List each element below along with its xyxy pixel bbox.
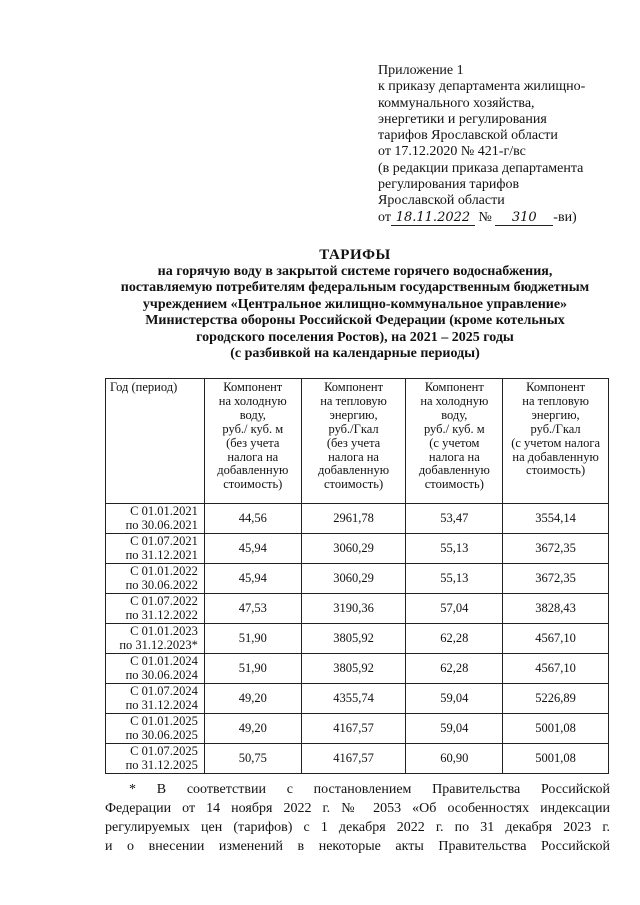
footnote-line: Федерации от 14 ноября 2022 г. № 2053 «Об особенностях индексации [105, 801, 610, 816]
period-from: С 01.07.2024 [130, 683, 198, 698]
amendment-prefix: от [378, 209, 391, 225]
table-row [106, 744, 609, 774]
value-cell: 3828,43 [503, 594, 609, 624]
appendix-line: регулирования тарифов [378, 177, 520, 193]
period-from: С 01.07.2021 [130, 533, 198, 548]
appendix-line: Ярославской области [378, 193, 505, 209]
value-cell: 45,94 [204, 564, 301, 594]
value-cell: 50,75 [204, 744, 301, 774]
period-to: по 31.12.2025 [125, 757, 198, 772]
value-cell: 44,56 [204, 504, 301, 534]
header-text-line: энергию, [531, 407, 580, 422]
appendix-line: Приложение 1 [378, 63, 464, 78]
tariff-table [105, 378, 609, 774]
header-text-line: (с учетом [429, 435, 480, 450]
period-to: по 31.12.2024 [125, 697, 198, 712]
table-row [106, 594, 609, 624]
column-header-component [301, 379, 406, 504]
period-to: по 31.12.2021 [125, 547, 198, 562]
value-cell: 3554,14 [503, 504, 609, 534]
title-line: (с разбивкой на календарные периоды) [230, 346, 480, 361]
header-text-line: руб./Гкал [530, 421, 581, 436]
header-text-line: на холодную [218, 393, 287, 408]
period-cell [106, 594, 205, 624]
appendix-line: энергетики и регулирования [378, 111, 547, 127]
footnote [105, 780, 610, 856]
header-text-line: воду, [441, 407, 468, 422]
value-cell: 3190,36 [301, 594, 406, 624]
table-header-row [106, 379, 609, 504]
table-body [106, 504, 609, 774]
value-cell: 5001,08 [503, 714, 609, 744]
value-cell: 55,13 [406, 534, 503, 564]
period-from: С 01.01.2024 [130, 653, 198, 668]
value-cell: 49,20 [204, 714, 301, 744]
header-text-line: добавленную [418, 463, 490, 478]
table-row [106, 504, 609, 534]
period-cell [106, 534, 205, 564]
value-cell: 59,04 [406, 714, 503, 744]
value-cell: 62,28 [406, 654, 503, 684]
period-cell [106, 504, 205, 534]
table-row [106, 684, 609, 714]
header-text-line: стоимость) [526, 463, 586, 478]
table-row [106, 534, 609, 564]
value-cell: 51,90 [204, 624, 301, 654]
header-text-line: на тепловую [522, 393, 589, 408]
header-text-line: стоимость) [223, 477, 283, 492]
value-cell: 4355,74 [301, 684, 406, 714]
period-from: С 01.01.2023 [130, 623, 198, 638]
header-text-line: Компонент [324, 380, 384, 394]
period-cell [106, 684, 205, 714]
value-cell: 49,20 [204, 684, 301, 714]
appendix-line: к приказу департамента жилищно- [378, 79, 586, 95]
column-header-component [503, 379, 609, 504]
value-cell: 57,04 [406, 594, 503, 624]
value-cell: 3060,29 [301, 564, 406, 594]
period-cell [106, 744, 205, 774]
value-cell: 4567,10 [503, 624, 609, 654]
header-text-line: Компонент [223, 380, 283, 394]
period-to: по 31.12.2023* [119, 637, 198, 652]
title-line: учреждением «Центральное жилищно-коммунальное управление» [142, 296, 568, 312]
column-header-component [406, 379, 503, 504]
value-cell: 60,90 [406, 744, 503, 774]
value-cell: 53,47 [406, 504, 503, 534]
period-to: по 30.06.2025 [125, 727, 198, 742]
header-text-line: стоимость) [424, 477, 484, 492]
header-text-line: Год (период) [110, 380, 178, 394]
header-text-line: (без учета [226, 435, 280, 450]
header-text-line: налога на [328, 449, 379, 464]
appendix-line: коммунального хозяйства, [378, 95, 535, 111]
table-row [106, 624, 609, 654]
amendment-suffix: -ви) [553, 209, 577, 225]
value-cell: 3805,92 [301, 654, 406, 684]
footnote-line: регулируемых цен (тарифов) с 1 декабря 2022 г. по 31 декабря 2023 г. [105, 820, 610, 835]
period-from: С 01.01.2021 [130, 503, 198, 518]
title-line: на горячую воду в закрытой системе горячего водоснабжения, [157, 263, 553, 279]
period-to: по 30.06.2022 [125, 577, 198, 592]
appendix-line: (в редакции приказа департамента [378, 160, 584, 176]
header-text-line: добавленную [217, 463, 289, 478]
period-from: С 01.07.2022 [130, 593, 198, 608]
header-text-line: добавленную [318, 463, 390, 478]
header-text-line: на холодную [420, 393, 489, 408]
amendment-line [378, 210, 628, 226]
value-cell: 3060,29 [301, 534, 406, 564]
header-text-line: Компонент [424, 380, 484, 394]
table-row [106, 714, 609, 744]
value-cell: 2961,78 [301, 504, 406, 534]
header-text-line: руб./ куб. м [423, 421, 485, 436]
column-header-component [204, 379, 301, 504]
period-cell [106, 714, 205, 744]
period-to: по 31.12.2022 [125, 607, 198, 622]
header-text-line: на тепловую [320, 393, 387, 408]
value-cell: 47,53 [204, 594, 301, 624]
value-cell: 55,13 [406, 564, 503, 594]
value-cell: 5001,08 [503, 744, 609, 774]
period-from: С 01.07.2025 [130, 743, 198, 758]
table-row [106, 654, 609, 684]
value-cell: 45,94 [204, 534, 301, 564]
period-cell [106, 624, 205, 654]
header-text-line: налога на [428, 449, 480, 464]
header-text-line: (без учета [326, 435, 381, 450]
value-cell: 5226,89 [503, 684, 609, 714]
appendix-reference [378, 63, 628, 226]
table-row [106, 564, 609, 594]
header-text-line: руб./Гкал [328, 421, 379, 436]
appendix-line: тарифов Ярославской области [378, 128, 558, 144]
title-line: городского поселения Ростов), на 2021 – 2025 годы [196, 329, 514, 345]
value-cell: 3805,92 [301, 624, 406, 654]
period-from: С 01.01.2025 [130, 713, 198, 728]
value-cell: 51,90 [204, 654, 301, 684]
value-cell: 4167,57 [301, 744, 406, 774]
column-header-period [106, 379, 205, 504]
document-title [100, 247, 610, 363]
header-text-line: налога на [227, 449, 279, 464]
handwritten-number: 310 [495, 211, 553, 226]
header-text-line: руб./ куб. м [222, 421, 284, 436]
period-to: по 30.06.2021 [125, 517, 198, 532]
period-to: по 30.06.2024 [125, 667, 198, 682]
footnote-line: * В соответствии с постановлением Правительства Российской [129, 782, 610, 797]
period-from: С 01.01.2022 [130, 563, 198, 578]
title-line: поставляемую потребителям федеральным государственным бюджетным [120, 280, 590, 295]
header-text-line: энергию, [329, 407, 378, 422]
value-cell: 3672,35 [503, 564, 609, 594]
header-text-line: на добавленную [512, 449, 599, 464]
period-cell [106, 564, 205, 594]
value-cell: 62,28 [406, 624, 503, 654]
value-cell: 4567,10 [503, 654, 609, 684]
number-sign: № [478, 209, 492, 225]
handwritten-date: 18.11.2022 [391, 211, 475, 226]
period-cell [106, 654, 205, 684]
value-cell: 4167,57 [301, 714, 406, 744]
value-cell: 3672,35 [503, 534, 609, 564]
title-line: Министерства обороны Российской Федерации (кроме котельных [145, 313, 565, 328]
header-text-line: (с учетом налога [511, 435, 600, 450]
header-text-line: Компонент [526, 380, 586, 394]
footnote-line: и о внесении изменений в некоторые акты Правительства Российской [105, 839, 610, 854]
title-main: ТАРИФЫ [319, 247, 391, 263]
appendix-line: от 17.12.2020 № 421-г/вс [378, 144, 526, 160]
header-text-line: стоимость) [323, 477, 384, 492]
header-text-line: воду, [239, 407, 266, 422]
value-cell: 59,04 [406, 684, 503, 714]
